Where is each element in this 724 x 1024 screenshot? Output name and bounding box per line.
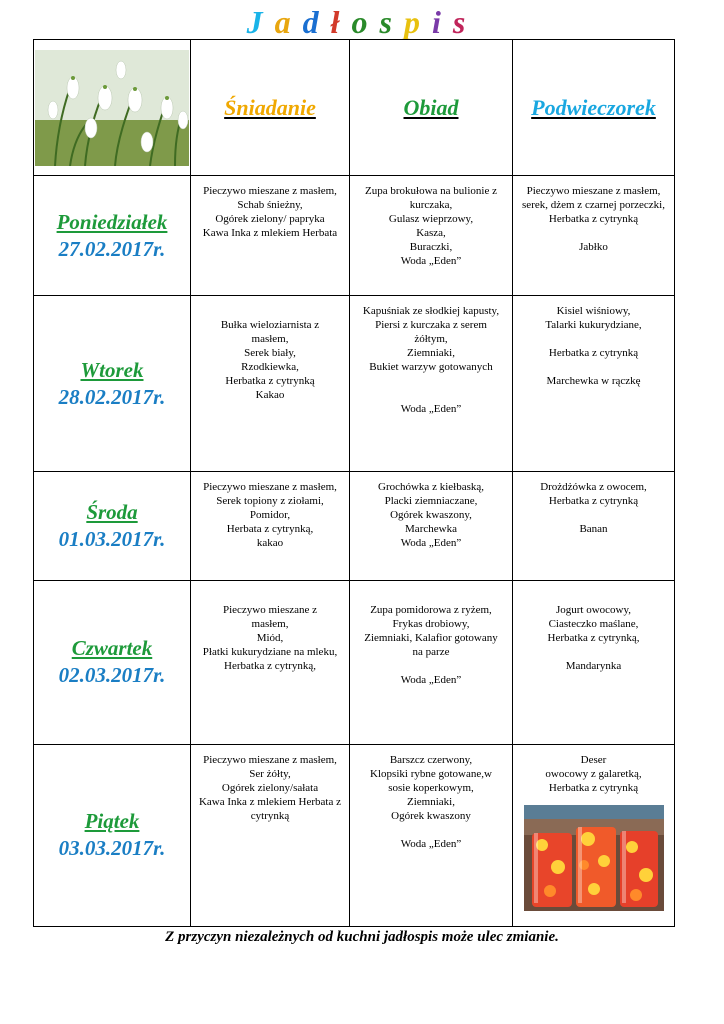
title-letter: d [302, 4, 331, 40]
day-row [34, 176, 675, 296]
menu-line: Ogórek kwaszony [391, 809, 471, 822]
title-letter: o [351, 4, 380, 40]
menu-line: Herbatka z cytrynką [548, 213, 639, 226]
menu-line [353, 823, 509, 837]
menu-line: Pieczywo mieszane z masłem, [203, 185, 337, 198]
menu-line: na parze [412, 645, 450, 658]
menu-line [353, 589, 509, 603]
menu-line: Płatki kukurydziane na mleku, [202, 645, 338, 658]
menu-line [194, 304, 346, 318]
title-letter: J [246, 4, 275, 40]
title-letter: i [432, 4, 453, 40]
snack-cell [513, 744, 675, 926]
menu-line [516, 332, 671, 346]
menu-line: Kawa Inka z mlekiem Herbata [202, 227, 338, 240]
menu-line: Herbatka z cytrynką [548, 495, 639, 508]
menu-line: Pomidor, [249, 509, 291, 522]
menu-line: Herbatka z cytrynką, [547, 631, 640, 644]
menu-line: kurczaka, [409, 199, 453, 212]
header-lunch-label: Obiad [403, 94, 459, 120]
menu-line: Kakao [255, 389, 285, 402]
menu-line: kakao [256, 537, 284, 550]
menu-line [353, 374, 509, 388]
day-cell [34, 580, 191, 744]
menu-line: Talarki kukurydziane, [545, 319, 642, 332]
day-date: 27.02.2017r. [58, 236, 166, 261]
menu-line: Herbata z cytrynką, [226, 523, 314, 536]
menu-line: Ogórek zielony/ papryka [215, 213, 325, 226]
title-letter: s [379, 4, 404, 40]
day-date: 03.03.2017r. [58, 836, 166, 861]
menu-line: Kisiel wiśniowy, [556, 305, 631, 318]
breakfast-cell [191, 744, 350, 926]
menu-line: serek, dżem z czarnej porzeczki, [522, 199, 665, 212]
menu-line: masłem, [251, 333, 289, 346]
menu-line: Pieczywo mieszane z masłem, [203, 753, 337, 766]
menu-line: Bukiet warzyw gotowanych [369, 361, 493, 374]
page-title [0, 4, 724, 41]
menu-line: Mandarynka [565, 659, 622, 672]
snack-cell [513, 176, 675, 296]
menu-line: Jogurt owocowy, [555, 603, 632, 616]
menu-line: cytrynką [250, 809, 290, 822]
menu-line: Deser [580, 753, 607, 766]
day-cell [34, 744, 191, 926]
menu-line: Ogórek zielony/sałata [221, 781, 319, 794]
menu-line: Marchewka [405, 523, 457, 536]
footer-note: Z przyczyn niezależnych od kuchni jadłospis może ulec zmianie. [165, 929, 559, 945]
snowdrops-image [35, 50, 189, 166]
day-cell [34, 296, 191, 472]
menu-line: Woda „Eden” [400, 255, 462, 268]
day-name: Piątek [84, 809, 140, 834]
lunch-cell [350, 472, 513, 580]
menu-line: Bułka wieloziarnista z [220, 319, 320, 332]
title-letter: ł [330, 4, 352, 40]
lunch-cell [350, 744, 513, 926]
menu-line: Ogórek kwaszony, [390, 509, 472, 522]
menu-line: Ser żółty, [249, 767, 291, 780]
header-snack-label: Podwieczorek [531, 94, 656, 120]
menu-line: Kapuśniak ze słodkiej kapusty, [362, 305, 500, 318]
menu-line: Pieczywo mieszane z [222, 603, 318, 616]
menu-line: Gulasz wieprzowy, [388, 213, 474, 226]
menu-line: Placki ziemniaczane, [384, 495, 478, 508]
header-breakfast [191, 40, 350, 176]
menu-line: Ziemniaki, [407, 795, 455, 808]
day-date: 28.02.2017r. [58, 384, 166, 409]
menu-line: Pieczywo mieszane z masłem, [526, 185, 661, 198]
menu-line: Kasza, [416, 227, 446, 240]
menu-line: Woda „Eden” [400, 673, 462, 686]
menu-line [516, 645, 671, 659]
breakfast-cell [191, 472, 350, 580]
menu-line [516, 360, 671, 374]
day-row [34, 744, 675, 926]
menu-line: Drożdżówka z owocem, [540, 481, 647, 494]
menu-line [516, 589, 671, 603]
day-row [34, 580, 675, 744]
menu-line: masłem, [251, 617, 289, 630]
menu-line [516, 508, 671, 522]
menu-line: Serek biały, [244, 347, 296, 360]
menu-line: Herbatka z cytrynką, [224, 659, 316, 672]
menu-line: Rzodkiewka, [241, 361, 299, 374]
menu-line: żółtym, [414, 333, 448, 346]
day-name: Poniedziałek [56, 209, 168, 234]
menu-line: Woda „Eden” [400, 837, 462, 850]
menu-line: Barszcz czerwony, [389, 753, 473, 766]
day-date: 01.03.2017r. [58, 527, 166, 551]
menu-line [353, 388, 509, 402]
menu-line [194, 589, 346, 603]
day-date: 02.03.2017r. [58, 663, 166, 688]
menu-line: Schab śnieżny, [237, 199, 303, 212]
menu-line: Banan [579, 523, 608, 536]
menu-table [33, 39, 675, 927]
title-letter: a [274, 4, 303, 40]
snack-cell [513, 472, 675, 580]
day-cell [34, 472, 191, 580]
menu-line: Marchewka w rączkę [546, 375, 641, 388]
menu-line: Jabłko [579, 241, 608, 254]
menu-line [353, 659, 509, 673]
menu-line: Herbatka z cytrynką [548, 781, 639, 794]
menu-line: Miód, [256, 631, 284, 644]
menu-line: Zupa pomidorowa z ryżem, [370, 603, 492, 616]
menu-line: Zupa brokułowa na bulionie z [365, 185, 497, 198]
snack-cell [513, 580, 675, 744]
menu-line: Herbatka z cytrynką [225, 375, 315, 388]
menu-line: Frykas drobiowy, [392, 617, 470, 630]
menu-line: Buraczki, [409, 241, 453, 254]
menu-line: Ziemniaki, Kalafior gotowany [364, 631, 498, 644]
menu-line: Kawa Inka z mlekiem Herbata z [198, 795, 341, 808]
menu-line [516, 226, 671, 240]
lunch-cell [350, 176, 513, 296]
day-row [34, 472, 675, 580]
lunch-cell [350, 580, 513, 744]
menu-line: Piersi z kurczaka z serem [375, 319, 487, 332]
snack-cell [513, 296, 675, 472]
day-name: Czwartek [71, 636, 153, 661]
breakfast-cell [191, 580, 350, 744]
menu-line: Klopsiki rybne gotowane,w [370, 767, 492, 780]
menu-line: Serek topiony z ziołami, [216, 495, 324, 508]
menu-line: Ciasteczko maślane, [548, 617, 639, 630]
menu-line: Ziemniaki, [407, 347, 455, 360]
lunch-cell [350, 296, 513, 472]
fruit-dessert-image [524, 805, 664, 911]
day-name: Środa [86, 500, 138, 524]
header-breakfast-label: Śniadanie [224, 94, 316, 120]
header-lunch [350, 40, 513, 176]
title-letter: s [452, 4, 478, 40]
day-name: Wtorek [80, 357, 144, 382]
menu-line: Woda „Eden” [400, 537, 462, 550]
breakfast-cell [191, 176, 350, 296]
breakfast-cell [191, 296, 350, 472]
header-snack [513, 40, 675, 176]
menu-line: Grochówka z kiełbaską, [378, 481, 484, 494]
title-letter: p [404, 4, 432, 40]
menu-line: Woda „Eden” [400, 403, 462, 416]
header-image-cell [34, 40, 191, 176]
menu-line: Pieczywo mieszane z masłem, [203, 481, 337, 494]
day-row [34, 296, 675, 472]
menu-line: Herbatka z cytrynką [548, 347, 639, 360]
menu-line: sosie koperkowym, [388, 781, 474, 794]
menu-line: owocowy z galaretką, [545, 767, 642, 780]
day-cell [34, 176, 191, 296]
